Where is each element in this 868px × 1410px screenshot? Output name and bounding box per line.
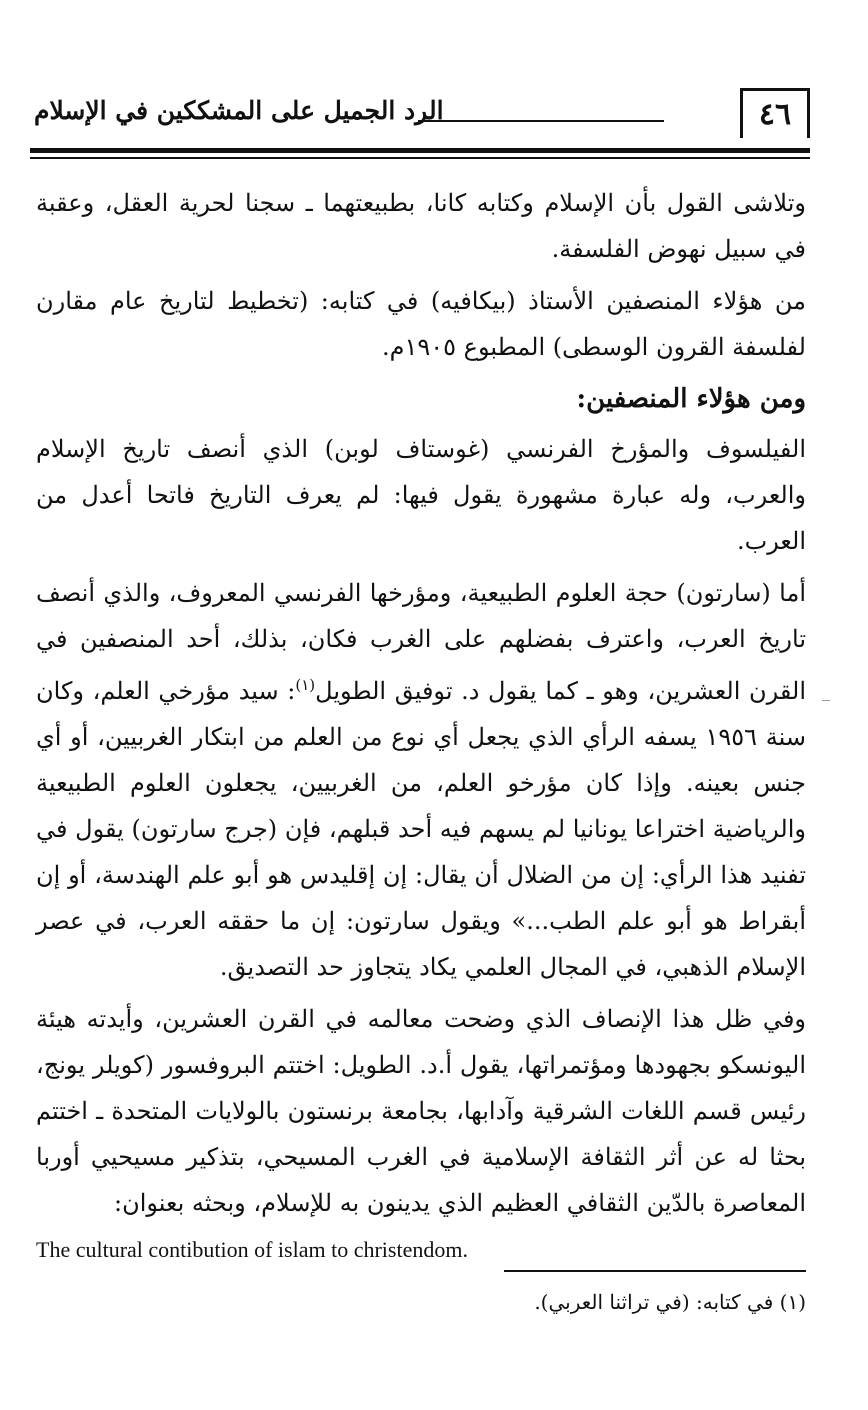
margin-mark [822, 700, 830, 701]
header-rule-thick [30, 148, 810, 153]
paragraph-5: وفي ظل هذا الإنصاف الذي وضحت معالمه في القرن العشرين، وأيدته هيئة اليونسكو بجهودها ومؤتمراتها، يقول أ.د. الطويل: اختتم البروفسور (كويلر يونج، رئيس قسم اللغات الشرقية وآدابها، بجامعة برنستون بالولايات المتحدة ـ اختتم بحثا له عن أثر الثقافة الإسلامية في الغرب المسيحي، بتذكير مسيحيي أوربا المعاصرة بالدّين الثقافي العظيم الذي يدينون به للإسلام، وبحثه بعنوان: [36, 1005, 807, 1217]
page-header [30, 84, 810, 148]
footnote-rule [504, 1270, 806, 1272]
paragraph-1: وتلاشى القول بأن الإسلام وكتابه كانا، بطبيعتهما ـ سجنا لحرية العقل، وعقبة في سبيل نهوض الفلسفة. [36, 189, 806, 263]
footnote: (١) في كتابه: (في تراثنا العربي). [534, 1290, 806, 1314]
page-number: ٤٦ [740, 88, 810, 138]
paragraph-4 [36, 570, 806, 990]
header-rule-thin [30, 157, 810, 159]
english-title: The cultural contibution of islam to christendom. [36, 1237, 468, 1262]
footnote-reference: (١) [295, 676, 316, 694]
paragraph-4-part-b: : سيد مؤرخي العلم، وكان سنة ١٩٥٦ يسفه الرأي الذي يجعل أي نوع من العلم من ابتكار الغربيين، أو أي جنس بعينه. وإذا كان مؤرخو العلم، من الغربيين، يجعلون العلوم الطبيعية والرياضية اختراعا يونانيا لم يسهم فيه أحد قبلهم، فإن (جرج سارتون) يقول في تفنيد هذا الرأي: إن من الضلال أن يقال: إن إقليدس هو أبو علم الهندسة، أو إن أبقراط هو أبو علم الطب...» ويقول سارتون: إن ما حققه العرب، في عصر الإسلام الذهبي، في المجال العلمي يكاد يتجاوز حد التصديق. [36, 677, 806, 981]
running-title: الرد الجميل على المشككين في الإسلام [34, 96, 444, 125]
paragraph-4-part-a: أما (سارتون) حجة العلوم الطبيعية، ومؤرخها الفرنسي المعروف، والذي أنصف تاريخ العرب، واعترف بفضلهم على الغرب فكان، بذلك، أحد المنصفين في القرن العشرين، وهو ـ كما يقول د. توفيق الطويل [36, 579, 806, 705]
paragraph-2: من هؤلاء المنصفين الأستاذ (بيكافيه) في كتابه: (تخطيط لتاريخ عام مقارن لفلسفة القرون الوسطى) المطبوع ١٩٠٥م. [36, 287, 806, 361]
section-heading: ومن هؤلاء المنصفين: [576, 384, 806, 414]
paragraph-3: الفيلسوف والمؤرخ الفرنسي (غوستاف لوبن) الذي أنصف تاريخ الإسلام والعرب، وله عبارة مشهورة يقول فيها: لم يعرف التاريخ فاتحا أعدل من العرب. [36, 435, 806, 555]
title-dash-rule [418, 120, 664, 122]
body-text [36, 180, 806, 1268]
